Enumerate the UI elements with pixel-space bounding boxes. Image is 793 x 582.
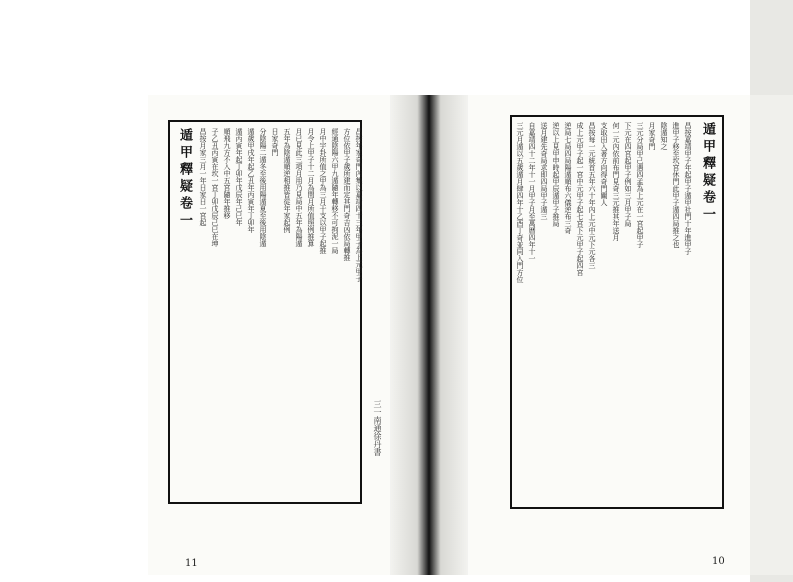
right-col-12: 逆以上見甲申時起甲辰遁甲子推局	[552, 122, 560, 227]
right-col-6: 下元在四宮起甲子例如三月甲子局	[624, 122, 632, 227]
book-gutter	[390, 95, 468, 575]
left-page-number: 11	[185, 558, 198, 569]
right-col-3: 陰遁知之	[660, 122, 668, 150]
left-running-head: 遁甲釋疑卷一	[175, 128, 194, 298]
left-col-8: 日家奇門	[271, 128, 279, 156]
right-col-14: 自嘉靖四十二年十一月甲子月至萬曆四年十一	[528, 122, 536, 262]
right-col-13: 送月建先奇局求即四局甲子遁三	[540, 122, 548, 220]
right-col-8: 支取田入著方向得奇門關人	[600, 122, 608, 206]
right-col-7: 何一元內依前布門見奇三元推其年送月	[612, 122, 620, 241]
left-col-4: 月中宇卦所值之甲為三月干支以甲子起推	[319, 128, 327, 254]
left-col-14: 昌按月家三月一年日家日一宮起	[199, 128, 207, 226]
scan-margin	[750, 0, 793, 582]
left-col-7: 五年為陰遁順逆相推皆從年家起例	[283, 128, 291, 233]
left-col-12: 順飛九方不入中五宮隨年推移	[223, 128, 231, 219]
left-col-3: 經通陰陽六甲九遁隨年轉移不可拘泥一局	[331, 128, 339, 254]
left-footer: 三一南通徐丹書	[373, 400, 382, 456]
left-col-1: 昌按年家奇門內集以嘉靖四十三年甲子為上元甲子	[355, 128, 363, 282]
right-col-10: 成上元甲子起一宮中元甲子起七宮下元甲子起四宮	[576, 122, 584, 276]
right-col-5: 三元分局甲己遇四孟為上元在一宮起甲子	[636, 122, 644, 248]
left-col-6: 月已見此三項月用乃見局中五年為陽遁	[295, 128, 303, 247]
right-col-1: 昌按嘉靖甲子年起甲子遁甲社門十年進甲子	[684, 122, 692, 255]
left-col-5: 月令上甲子十二月為閏月所值照例推算	[307, 128, 315, 247]
left-col-9: 分陰陽二遁冬至後用陽遁夏至後用陰遁	[259, 128, 267, 247]
left-col-2: 方位依甲子歲所建而定其門奇吉凶依局轉推	[343, 128, 351, 261]
right-col-15: 三元月遁以五歲遁月肆四年十乙酉丁奇並同入門方位	[516, 122, 524, 283]
right-page-number: 10	[712, 556, 725, 567]
right-col-2: 進甲子移至坎宮休門此甲子遁四局推之也	[672, 122, 680, 248]
right-col-4: 月家奇門	[648, 122, 656, 150]
right-col-9: 昌按每一元統首五年六十年內上元中元下元各三	[588, 122, 596, 269]
left-col-10: 遁歲甲戌年起乙丑年丙寅年丁卯年	[247, 128, 255, 233]
right-running-head: 遁甲釋疑卷一	[698, 122, 717, 292]
left-col-13: 子乙丑丙寅在坎一宮丁卯戊辰己巳在坤	[211, 128, 219, 247]
left-col-11: 遁丙寅年起丁卯年戊辰年己巳年	[235, 128, 243, 226]
right-col-11: 逆局七局四局陽遁順布六儀逆布三奇	[564, 122, 572, 234]
